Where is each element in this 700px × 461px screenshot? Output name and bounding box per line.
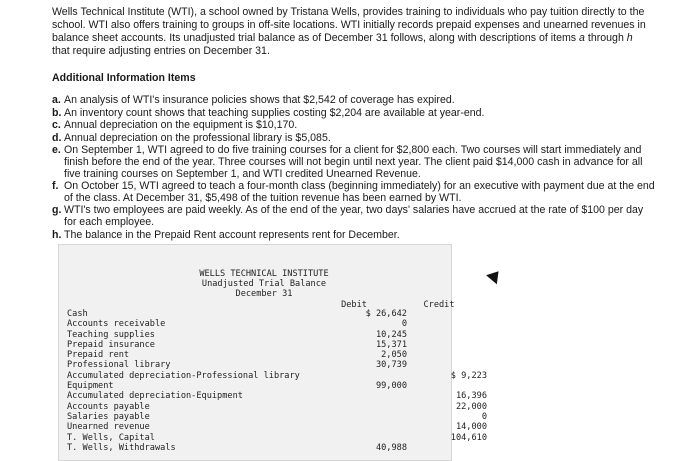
account-name: Accumulated depreciation-Professional library (67, 370, 300, 381)
debit-amount: 40,988 (375, 442, 407, 453)
credit-amount: 16,396 (455, 391, 487, 402)
info-item-b (52, 108, 657, 120)
item-label: d. (52, 131, 62, 144)
statement-name: Unadjusted Trial Balance (201, 279, 327, 289)
intro-through: through (587, 32, 624, 44)
table-row (67, 443, 447, 453)
debit-amount: 30,739 (375, 360, 407, 371)
info-item-e (52, 145, 657, 180)
account-name: Accounts payable (67, 401, 150, 412)
table-row (67, 319, 447, 329)
credit-amount: 22,000 (455, 401, 487, 412)
debit-amount: 99,000 (375, 381, 407, 392)
account-name: Accumulated depreciation-Equipment (67, 391, 243, 402)
credit-amount: 14,000 (455, 422, 487, 433)
credit-amount: 104,610 (450, 432, 487, 443)
item-label: b. (52, 106, 62, 119)
account-name: Prepaid rent (67, 350, 130, 361)
debit-amount: 2,050 (381, 350, 407, 361)
intro-h: h (626, 32, 633, 44)
info-item-d (52, 133, 657, 145)
item-label: h. (52, 228, 62, 241)
item-text: WTI's two employees are paid weekly. As of the end of the year, two days' salaries have accrued at the rate of $100 per day for each employee. (64, 204, 644, 228)
item-text: The balance in the Prepaid Rent account represents rent for December. (64, 228, 400, 241)
item-text: Annual depreciation on the professional library is $5,085. (64, 131, 331, 144)
additional-info-heading: Additional Information Items (52, 72, 196, 84)
account-name: Equipment (67, 381, 114, 392)
info-item-c (52, 120, 657, 132)
debit-amount: 0 (401, 319, 407, 330)
account-name: T. Wells, Capital (67, 432, 155, 443)
item-text: Annual depreciation on the equipment is $10,170. (64, 119, 298, 132)
item-text: On October 15, WTI agreed to teach a four-month class (beginning immediately) for an executive with payment due at the end of the class. At December 31, $5,498 of the tuition revenue has been earned by WTI. (64, 180, 655, 204)
table-row (67, 360, 447, 370)
table-row (67, 381, 447, 391)
account-name: T. Wells, Withdrawals (67, 442, 176, 453)
table-row (67, 401, 487, 412)
item-label: g. (52, 204, 62, 217)
info-item-g (52, 205, 657, 228)
item-label: e. (52, 144, 61, 157)
table-row (67, 432, 487, 443)
table-row (67, 350, 447, 360)
info-item-h (52, 230, 657, 242)
statement-date: December 31 (235, 289, 293, 299)
trial-balance-table (58, 244, 487, 461)
item-label: a. (52, 94, 61, 106)
table-row (67, 370, 487, 381)
table-row (67, 330, 447, 340)
account-name: Teaching supplies (67, 329, 155, 340)
info-item-a (52, 95, 657, 107)
account-name: Cash (67, 309, 88, 319)
item-text: An analysis of WTI's insurance policies shows that $2,542 of coverage has expired. (64, 94, 455, 106)
intro-a: a (579, 32, 585, 44)
debit-amount: $ 26,642 (365, 309, 407, 319)
item-text: An inventory count shows that teaching supplies costing $2,204 are available at year-end. (64, 106, 485, 119)
intro-text: Wells Technical Institute (WTI), a school owned by Tristana Wells, provides training to individuals who pay tuition directly to the school. WTI also offers training to groups in off-site locations. WTI initially records prepaid expenses and unearned revenues in balance sheet accounts. Its unadjusted trial balance as of December 31 follows, along with descriptions of items (52, 6, 646, 44)
company-name: WELLS TECHNICAL INSTITUTE (199, 269, 329, 279)
credit-column-header: Credit (423, 300, 455, 310)
item-label: c. (52, 119, 61, 132)
table-row (67, 422, 487, 433)
intro-end: that require adjusting entries on December 31. (52, 45, 270, 57)
info-items-list (52, 95, 657, 242)
table-row (67, 340, 447, 350)
credit-amount: $ 9,223 (450, 370, 487, 381)
table-row (67, 309, 447, 319)
info-item-f (52, 181, 657, 204)
account-name: Professional library (67, 360, 171, 371)
credit-amount: 0 (481, 411, 487, 422)
account-name: Salaries payable (67, 411, 150, 422)
account-name: Unearned revenue (67, 422, 150, 433)
item-text: On September 1, WTI agreed to do five training courses for a client for $2,800 each. Two courses will start immediately and finish before the end of the year. Three courses will not begin until next year. The client paid $14,000 cash in advance for all five training courses on September 1, and WTI credited Unearned Revenue. (64, 144, 643, 180)
table-row (67, 391, 487, 402)
problem-intro (52, 6, 652, 58)
debit-column-header: Debit (341, 300, 367, 310)
item-label: f. (52, 180, 59, 193)
trial-balance-rows (67, 309, 487, 453)
trial-balance-title (174, 269, 354, 299)
mouse-pointer-icon (486, 267, 504, 284)
debit-amount: 10,245 (375, 329, 407, 340)
account-name: Accounts receivable (67, 319, 166, 330)
debit-amount: 15,371 (375, 339, 407, 350)
account-name: Prepaid insurance (67, 339, 155, 350)
table-row (67, 411, 487, 422)
